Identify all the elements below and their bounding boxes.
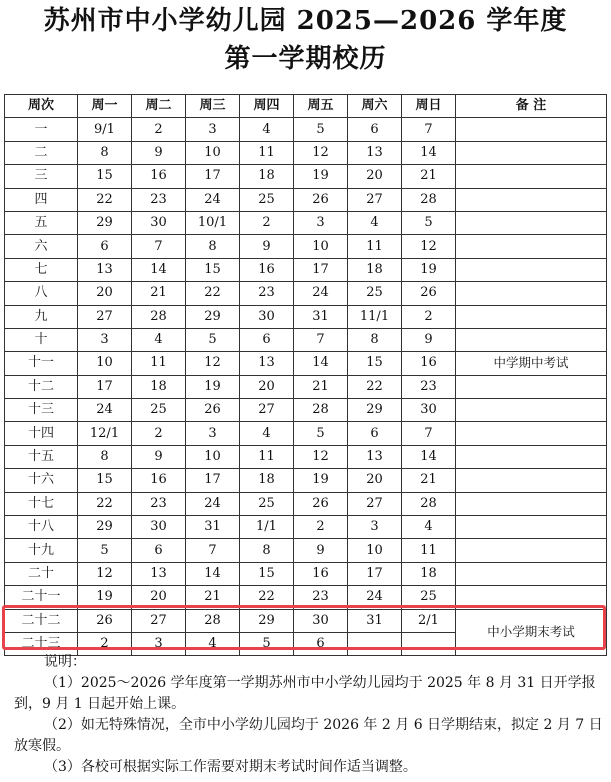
remark-cell-empty (456, 118, 607, 141)
day-cell: 26 (186, 399, 240, 422)
day-cell: 13 (348, 141, 402, 164)
title-line-2: 第一学期校历 (224, 44, 387, 74)
day-cell: 21 (294, 375, 348, 398)
day-cell: 29 (78, 211, 132, 234)
table-row (5, 586, 607, 609)
day-cell: 24 (186, 492, 240, 515)
remark-midterm: 中学期中考试 (456, 352, 607, 375)
day-cell: 15 (240, 562, 294, 585)
day-cell: 16 (402, 352, 456, 375)
day-cell: 8 (348, 328, 402, 351)
day-cell: 3 (132, 632, 186, 655)
day-cell: 4 (240, 422, 294, 445)
remark-cell-empty (456, 375, 607, 398)
day-cell: 27 (132, 609, 186, 632)
header-sun: 周日 (402, 95, 456, 118)
day-cell: 20 (240, 375, 294, 398)
day-cell: 25 (132, 399, 186, 422)
day-cell: 6 (348, 118, 402, 141)
table-row (5, 469, 607, 492)
day-cell: 12 (402, 235, 456, 258)
remark-cell-empty (456, 235, 607, 258)
remark-cell-empty (456, 562, 607, 585)
day-cell: 6 (132, 539, 186, 562)
day-cell: 31 (186, 516, 240, 539)
day-cell: 10 (78, 352, 132, 375)
day-cell: 5 (294, 422, 348, 445)
day-cell: 30 (402, 399, 456, 422)
note-item-2: （2）如无特殊情况，全市中小学幼儿园均于 2026 年 2 月 6 日学期结束，拟定 2 月 7 日放寒假。 (14, 717, 603, 754)
remark-cell-empty (456, 305, 607, 328)
week-number-cell: 十六 (5, 469, 78, 492)
day-cell: 27 (240, 399, 294, 422)
day-cell: 30 (132, 516, 186, 539)
day-cell: 18 (348, 258, 402, 281)
day-cell: 13 (240, 352, 294, 375)
day-cell: 31 (294, 305, 348, 328)
day-cell: 20 (132, 586, 186, 609)
day-cell: 24 (294, 282, 348, 305)
day-cell: 2 (132, 422, 186, 445)
day-cell: 6 (240, 328, 294, 351)
day-cell: 3 (186, 422, 240, 445)
day-cell: 22 (78, 188, 132, 211)
week-number-cell: 十八 (5, 516, 78, 539)
day-cell: 11/1 (348, 305, 402, 328)
day-cell: 20 (78, 282, 132, 305)
day-cell: 18 (240, 165, 294, 188)
day-cell: 22 (348, 375, 402, 398)
day-cell: 10 (294, 235, 348, 258)
table-row (5, 305, 607, 328)
day-cell: 6 (294, 632, 348, 655)
remark-cell-empty (456, 586, 607, 609)
notes-section (14, 652, 604, 778)
day-cell: 10/1 (186, 211, 240, 234)
calendar-table (4, 94, 607, 656)
day-cell: 28 (294, 399, 348, 422)
table-row (5, 492, 607, 515)
day-cell: 5 (240, 632, 294, 655)
day-cell: 19 (402, 258, 456, 281)
week-number-cell: 五 (5, 211, 78, 234)
day-cell: 12 (78, 562, 132, 585)
notes-heading: 说明： (44, 654, 86, 670)
day-cell: 2 (402, 305, 456, 328)
week-number-cell: 十 (5, 328, 78, 351)
remark-cell-empty (456, 282, 607, 305)
day-cell: 6 (348, 422, 402, 445)
table-row (5, 399, 607, 422)
day-cell: 3 (78, 328, 132, 351)
day-cell: 4 (348, 211, 402, 234)
day-cell: 17 (348, 562, 402, 585)
header-thu: 周四 (240, 95, 294, 118)
day-cell: 27 (348, 492, 402, 515)
table-row (5, 211, 607, 234)
table-row (5, 516, 607, 539)
day-cell: 23 (402, 375, 456, 398)
day-cell: 19 (294, 165, 348, 188)
remark-cell-empty (456, 328, 607, 351)
day-cell: 17 (78, 375, 132, 398)
day-cell: 5 (186, 328, 240, 351)
day-cell: 15 (78, 469, 132, 492)
day-cell: 9 (402, 328, 456, 351)
day-cell: 27 (78, 305, 132, 328)
table-row (5, 609, 607, 632)
day-cell: 14 (186, 562, 240, 585)
day-cell: 8 (78, 445, 132, 468)
day-cell: 30 (240, 305, 294, 328)
day-cell: 16 (294, 562, 348, 585)
day-cell: 23 (132, 188, 186, 211)
day-cell: 14 (132, 258, 186, 281)
header-fri: 周五 (294, 95, 348, 118)
remark-cell-empty (456, 492, 607, 515)
table-row (5, 422, 607, 445)
day-cell: 16 (240, 258, 294, 281)
table-row (5, 165, 607, 188)
table-row (5, 352, 607, 375)
day-cell: 8 (186, 235, 240, 258)
day-cell: 17 (294, 258, 348, 281)
day-cell: 1/1 (240, 516, 294, 539)
day-cell: 4 (240, 118, 294, 141)
day-cell: 15 (348, 352, 402, 375)
day-cell: 29 (78, 516, 132, 539)
day-cell: 22 (186, 282, 240, 305)
header-tue: 周二 (132, 95, 186, 118)
day-cell: 31 (348, 609, 402, 632)
day-cell: 28 (402, 188, 456, 211)
day-cell: 24 (186, 188, 240, 211)
day-cell: 11 (348, 235, 402, 258)
day-cell: 21 (402, 469, 456, 492)
day-cell: 14 (402, 141, 456, 164)
week-number-cell: 二十三 (5, 632, 78, 655)
day-cell: 23 (132, 492, 186, 515)
day-cell: 12/1 (78, 422, 132, 445)
day-cell: 17 (186, 165, 240, 188)
day-cell: 10 (186, 445, 240, 468)
week-number-cell: 二十 (5, 562, 78, 585)
day-cell: 29 (186, 305, 240, 328)
week-number-cell: 十四 (5, 422, 78, 445)
day-cell: 12 (294, 141, 348, 164)
day-cell: 10 (348, 539, 402, 562)
week-number-cell: 二 (5, 141, 78, 164)
title-line-1: 苏州市中小学幼儿园 2025—2026 学年度 (43, 6, 568, 36)
week-number-cell: 一 (5, 118, 78, 141)
week-number-cell: 十九 (5, 539, 78, 562)
header-row (5, 95, 607, 118)
day-cell: 18 (240, 469, 294, 492)
day-cell: 20 (348, 165, 402, 188)
day-cell: 23 (294, 586, 348, 609)
day-cell: 9 (132, 141, 186, 164)
day-cell: 9/1 (78, 118, 132, 141)
table-row (5, 539, 607, 562)
day-cell: 7 (186, 539, 240, 562)
day-cell: 25 (240, 188, 294, 211)
day-cell: 4 (132, 328, 186, 351)
day-cell: 7 (294, 328, 348, 351)
day-cell: 15 (78, 165, 132, 188)
day-cell: 25 (240, 492, 294, 515)
header-sat: 周六 (348, 95, 402, 118)
remark-cell-empty (456, 539, 607, 562)
day-cell: 19 (294, 469, 348, 492)
day-cell: 4 (402, 516, 456, 539)
week-number-cell: 九 (5, 305, 78, 328)
day-cell: 11 (240, 141, 294, 164)
day-cell: 14 (294, 352, 348, 375)
header-remarks: 备 注 (456, 95, 607, 118)
day-cell: 21 (186, 586, 240, 609)
table-row (5, 141, 607, 164)
remark-cell-empty (456, 258, 607, 281)
day-cell: 9 (132, 445, 186, 468)
day-cell: 28 (132, 305, 186, 328)
day-cell: 8 (78, 141, 132, 164)
week-number-cell: 七 (5, 258, 78, 281)
day-cell: 4 (186, 632, 240, 655)
day-cell: 14 (402, 445, 456, 468)
day-cell: 2 (240, 211, 294, 234)
day-cell: 15 (186, 258, 240, 281)
day-cell: 28 (402, 492, 456, 515)
day-cell: 26 (294, 492, 348, 515)
day-cell: 3 (186, 118, 240, 141)
header-week: 周次 (5, 95, 78, 118)
day-cell: 20 (348, 469, 402, 492)
day-cell: 17 (186, 469, 240, 492)
day-cell: 26 (402, 282, 456, 305)
day-cell: 29 (240, 609, 294, 632)
day-cell: 11 (240, 445, 294, 468)
week-number-cell: 四 (5, 188, 78, 211)
day-cell: 10 (186, 141, 240, 164)
day-cell: 3 (348, 516, 402, 539)
remark-cell-empty (456, 188, 607, 211)
day-cell: 23 (240, 282, 294, 305)
remark-cell-empty (456, 141, 607, 164)
day-cell: 19 (78, 586, 132, 609)
day-cell: 9 (294, 539, 348, 562)
table-row (5, 562, 607, 585)
day-cell: 26 (294, 188, 348, 211)
day-cell: 5 (294, 118, 348, 141)
table-row (5, 118, 607, 141)
remark-cell-empty (456, 422, 607, 445)
remark-cell-empty (456, 445, 607, 468)
day-cell: 13 (348, 445, 402, 468)
day-cell: 16 (132, 469, 186, 492)
day-cell: 18 (132, 375, 186, 398)
week-number-cell: 二十一 (5, 586, 78, 609)
week-number-cell: 十二 (5, 375, 78, 398)
day-cell: 22 (240, 586, 294, 609)
day-cell: 24 (348, 586, 402, 609)
day-cell: 19 (186, 375, 240, 398)
day-cell: 18 (402, 562, 456, 585)
day-cell: 2 (294, 516, 348, 539)
week-number-cell: 八 (5, 282, 78, 305)
day-cell: 13 (132, 562, 186, 585)
day-cell: 25 (402, 586, 456, 609)
day-cell: 16 (132, 165, 186, 188)
day-cell: 21 (132, 282, 186, 305)
note-item-1: （1）2025～2026 学年度第一学期苏州市中小学幼儿园均于 2025 年 8 月 31 日开学报到，9 月 1 日起开始上课。 (14, 675, 596, 712)
day-cell: 12 (294, 445, 348, 468)
day-cell: 11 (132, 352, 186, 375)
day-cell: 29 (348, 399, 402, 422)
remark-cell-empty (456, 399, 607, 422)
day-cell: 2 (132, 118, 186, 141)
remark-final: 中小学期末考试 (456, 609, 607, 656)
day-cell: 30 (132, 211, 186, 234)
day-cell: 26 (78, 609, 132, 632)
day-cell: 13 (78, 258, 132, 281)
table-row (5, 282, 607, 305)
week-number-cell: 六 (5, 235, 78, 258)
day-cell: 30 (294, 609, 348, 632)
table-row (5, 188, 607, 211)
week-number-cell: 十三 (5, 399, 78, 422)
day-cell: 27 (348, 188, 402, 211)
week-number-cell: 三 (5, 165, 78, 188)
day-cell: 7 (402, 118, 456, 141)
day-cell: 9 (240, 235, 294, 258)
remark-cell-empty (456, 516, 607, 539)
header-wed: 周三 (186, 95, 240, 118)
day-cell: 25 (348, 282, 402, 305)
table-row (5, 258, 607, 281)
table-row (5, 375, 607, 398)
day-cell: 2 (78, 632, 132, 655)
week-number-cell: 十七 (5, 492, 78, 515)
remark-cell-empty (456, 165, 607, 188)
day-cell: 5 (78, 539, 132, 562)
remark-cell-empty (456, 469, 607, 492)
table-row (5, 328, 607, 351)
table-row (5, 445, 607, 468)
day-cell: 2/1 (402, 609, 456, 632)
day-cell: 22 (78, 492, 132, 515)
day-cell: 3 (294, 211, 348, 234)
week-number-cell: 十一 (5, 352, 78, 375)
day-cell: 24 (78, 399, 132, 422)
table-row (5, 235, 607, 258)
day-cell: 21 (402, 165, 456, 188)
day-cell: 8 (240, 539, 294, 562)
remark-cell-empty (456, 211, 607, 234)
week-number-cell: 二十二 (5, 609, 78, 632)
day-cell: 11 (402, 539, 456, 562)
day-cell: 7 (402, 422, 456, 445)
day-cell: 7 (132, 235, 186, 258)
day-cell: 5 (402, 211, 456, 234)
day-cell: 28 (186, 609, 240, 632)
day-cell: 6 (78, 235, 132, 258)
week-number-cell: 十五 (5, 445, 78, 468)
note-item-3: （3）各校可根据实际工作需要对期末考试时间作适当调整。 (44, 759, 417, 775)
header-mon: 周一 (78, 95, 132, 118)
day-cell: 12 (186, 352, 240, 375)
